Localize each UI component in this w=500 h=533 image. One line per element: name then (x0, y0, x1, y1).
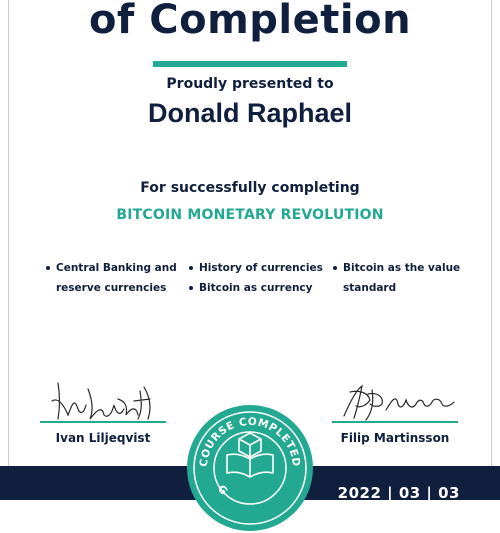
topic-column-3 (333, 258, 460, 298)
signature-line-left (40, 421, 166, 423)
signer-name-right: Filip Martinsson (340, 431, 450, 445)
signature-left-image (38, 375, 168, 423)
signature-line-right (332, 421, 458, 423)
topic-column-1 (46, 258, 177, 298)
certificate-title: of Completion (88, 0, 412, 43)
course-completed-seal (185, 403, 315, 533)
topic-item: Bitcoin as the value standard (333, 258, 460, 298)
completion-date: 2022 | 03 | 03 (337, 484, 460, 502)
presented-text: Proudly presented to (166, 76, 334, 92)
topic-item: History of currencies (189, 258, 323, 278)
course-name: BITCOIN MONETARY REVOLUTION (116, 207, 384, 223)
seal-top-text: COURSE COMPLETED (197, 415, 303, 468)
signer-name-left: Ivan Liljeqvist (55, 431, 151, 445)
recipient-name: Donald Raphael (147, 98, 353, 128)
topic-item: Central Banking and reserve currencies (46, 258, 177, 298)
title-underline (153, 61, 347, 67)
seal-bottom-text: G (214, 482, 230, 498)
signature-right-image (336, 380, 460, 422)
completing-text: For successfully completing (140, 180, 360, 196)
topic-column-2 (189, 258, 323, 298)
topic-item: Bitcoin as currency (189, 278, 323, 298)
